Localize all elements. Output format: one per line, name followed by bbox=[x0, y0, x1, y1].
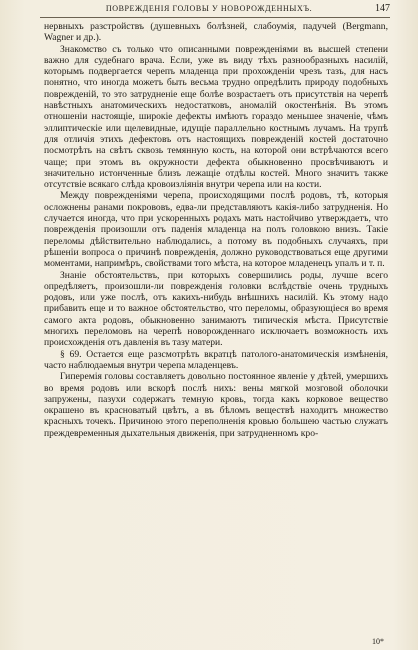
page-header bbox=[0, 4, 418, 18]
section-paragraph: § 69. Остается еще разсмотрѣть вкратцѣ патолого-анатомическія измѣненія, часто наблюдаемыя внутри черепа младенцевъ. bbox=[44, 348, 388, 371]
paragraph: Между поврежденіями черепа, происходящими послѣ родовъ, тѣ, которыя осложнены ранами покрововъ, едва-ли представляютъ какія-либо затрудненія. Но случается иногда, что при ускоренныхъ родахъ мать настойчиво утверждаетъ, что поврежденія произошли отъ паденія младенца на полъ головкою внизъ. Такіе переломы дѣйствительно наблюдались, а потому въ подобныхъ случаяхъ, при рѣшеніи вопроса о причинѣ поврежденія, должно руководствоваться еще другими моментами, напримѣръ, свойствами того мѣста, на которое младенецъ упалъ и т. п. bbox=[44, 190, 388, 270]
signature-mark: 10* bbox=[372, 637, 384, 646]
paragraph-continuation: нервныхъ разстройствъ (душевныхъ болѣзней, слабоумія, падучей (Bergmann, Wagner и др.). bbox=[44, 21, 388, 44]
page-number: 147 bbox=[375, 3, 390, 14]
paragraph: Знакомство съ только что описанными поврежденіями въ высшей степени важно для судебнаго врача. Если, уже въ виду тѣхъ разнообразныхъ насилій, которымъ подвергается черепъ младенца при прохожденіи чрезъ тазъ, для насъ понятно, что иногда можетъ быть весьма трудно опредѣлить природу подобныхъ поврежденій, то это затрудненіе еще болѣе возрастаетъ отъ присутствія на черепѣ навѣстныхъ анатомическихъ недостатковъ, аномалій окостенѣнія. Въ этомъ отношеніи настоящіе, широкіе дефекты имѣютъ гораздо меньшее значеніе, чѣмъ эллиптическіе или щелевидные, идущіе параллельно костнымъ лучамъ. На трупѣ для отличія этихъ дефектовъ отъ настоящихъ поврежденій костей достаточно посмотрѣть на свѣтъ сквозь темянную кость, на которой они встрѣчаются всего чаще; при этомъ въ окружности дефекта обыкновенно просвѣчиваютъ и значительно истонченные близъ лежащіе отдѣлы костей. Много значитъ также отсутствіе всякаго слѣда кровоизліянія внутри черепа или на кости. bbox=[44, 43, 388, 191]
header-rule bbox=[40, 17, 390, 18]
body-text bbox=[44, 21, 388, 439]
paragraph: Гиперемія головы составляетъ довольно постоянное явленіе у дѣтей, умершихъ во время родовъ или вскорѣ послѣ нихъ: вены мягкой мозговой оболочки запружены, пазухи содержатъ темную кровь, тогда какъ корковое вещество окрашено въ красноватый цвѣтъ, а въ бѣломъ веществѣ находитъ множество красныхъ точекъ. Причиною этого переполненія кровью большею частью служатъ преждевременныя дыхательныя движенія, при затрудненномъ кро- bbox=[44, 371, 388, 439]
paragraph: Знаніе обстоятельствъ, при которыхъ совершились роды, лучше всего опредѣляетъ, произошли-ли поврежденія головки вслѣдствіе очень трудныхъ родовъ, или уже послѣ, отъ какихъ-нибудь внѣшнихъ насилій. Къ этому надо прибавить еще и то важное обстоятельство, что переломы, образующіеся во время самого акта родовъ, обыкновенно занимаютъ типическія мѣста. Присутствіе многихъ переломовъ на черепѣ новорожденнаго исключаетъ возможность ихъ происхожденія отъ давленія въ тазу матери. bbox=[44, 269, 388, 349]
running-head: ПОВРЕЖДЕНІЯ ГОЛОВЫ У НОВОРОЖДЕННЫХЪ. bbox=[105, 4, 313, 13]
